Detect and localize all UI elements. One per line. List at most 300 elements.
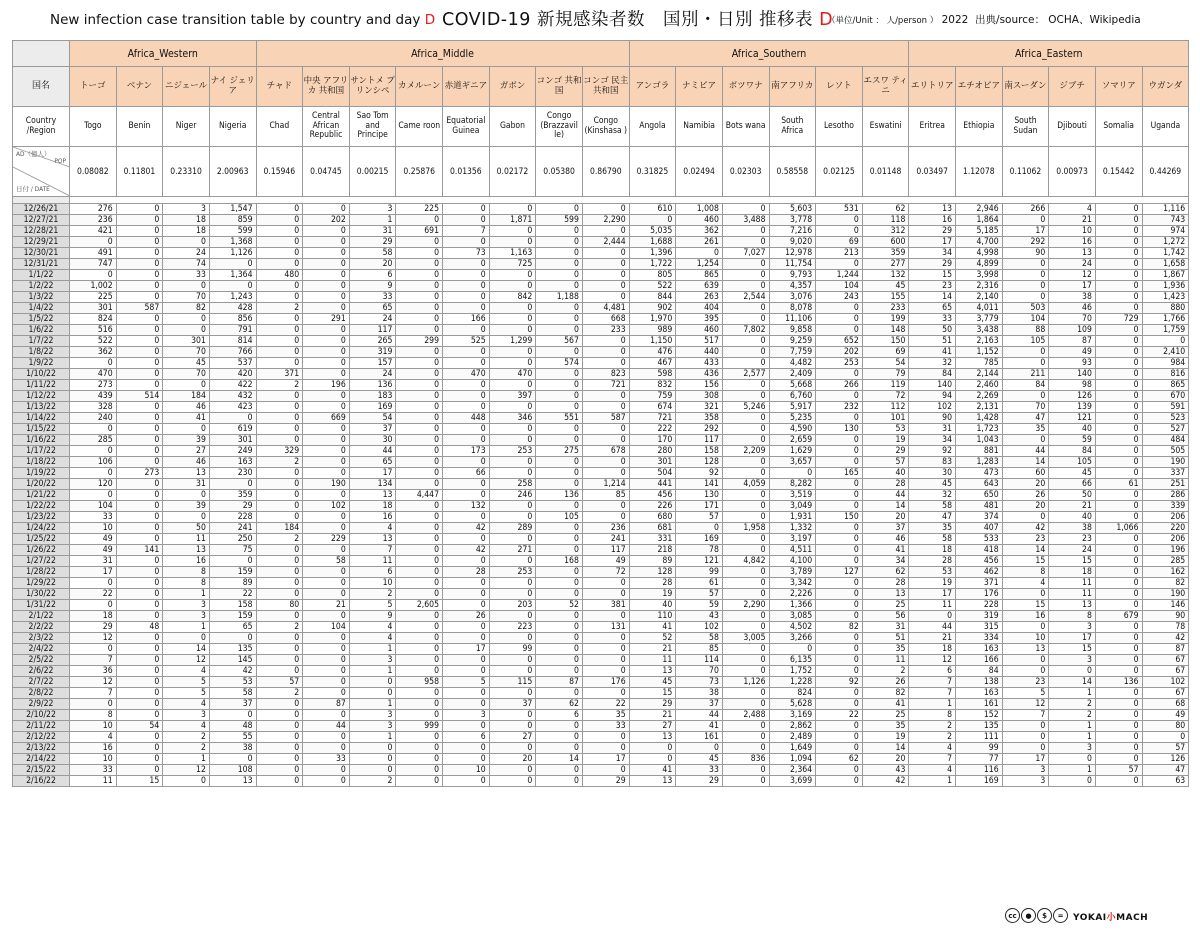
case-count-cell: 0 — [443, 270, 490, 281]
case-count-cell: 0 — [1095, 622, 1142, 633]
case-count-cell: 984 — [1142, 358, 1189, 369]
case-count-cell: 331 — [629, 534, 676, 545]
case-count-cell: 0 — [816, 765, 863, 776]
case-count-cell: 19 — [862, 732, 909, 743]
case-count-cell: 10 — [70, 523, 117, 534]
case-count-cell: 0 — [116, 215, 163, 226]
case-count-cell: 0 — [256, 567, 303, 578]
case-count-cell: 136 — [1095, 677, 1142, 688]
case-count-cell: 17 — [909, 589, 956, 600]
case-count-cell: 0 — [396, 402, 443, 413]
case-count-cell: 0 — [443, 512, 490, 523]
table-row — [13, 402, 1189, 413]
case-count-cell: 358 — [676, 413, 723, 424]
case-count-cell: 128 — [629, 567, 676, 578]
case-count-cell: 0 — [536, 380, 583, 391]
country-name-jp: ボツワナ — [722, 67, 769, 107]
case-count-cell: 0 — [116, 490, 163, 501]
case-count-cell: 0 — [443, 424, 490, 435]
case-count-cell: 26 — [443, 611, 490, 622]
case-count-cell: 0 — [536, 688, 583, 699]
separator-cell — [13, 197, 70, 204]
case-count-cell: 292 — [676, 424, 723, 435]
case-count-cell: 0 — [1095, 237, 1142, 248]
case-count-cell: 286 — [1142, 490, 1189, 501]
date-cell: 1/28/22 — [13, 567, 70, 578]
case-count-cell: 44 — [303, 721, 350, 732]
case-count-cell: 6 — [349, 567, 396, 578]
case-count-cell: 251 — [1142, 479, 1189, 490]
table-row — [13, 215, 1189, 226]
case-count-cell: 1,752 — [769, 666, 816, 677]
case-count-cell: 0 — [1095, 292, 1142, 303]
case-count-cell: 28 — [862, 578, 909, 589]
case-count-cell: 24 — [349, 314, 396, 325]
case-count-cell: 2,290 — [722, 600, 769, 611]
country-name-jp: エリトリア — [909, 67, 956, 107]
population-row — [13, 147, 1189, 197]
case-count-cell: 53 — [862, 424, 909, 435]
case-count-cell: 0 — [536, 743, 583, 754]
case-count-cell: 9 — [349, 611, 396, 622]
case-count-cell: 3,519 — [769, 490, 816, 501]
case-count-cell: 0 — [443, 237, 490, 248]
case-count-cell: 92 — [909, 446, 956, 457]
case-count-cell: 522 — [70, 336, 117, 347]
case-count-cell: 902 — [629, 303, 676, 314]
case-count-cell: 8 — [1049, 611, 1096, 622]
case-count-cell: 0 — [209, 413, 256, 424]
case-count-cell: 11 — [163, 534, 210, 545]
case-count-cell: 1,428 — [956, 413, 1003, 424]
case-count-cell: 37 — [349, 424, 396, 435]
case-count-cell: 50 — [163, 523, 210, 534]
case-count-cell: 3,778 — [769, 215, 816, 226]
case-count-cell: 29 — [909, 226, 956, 237]
case-count-cell: 261 — [676, 237, 723, 248]
case-count-cell: 0 — [722, 688, 769, 699]
case-count-cell: 39 — [163, 501, 210, 512]
case-count-cell: 0 — [722, 743, 769, 754]
case-count-cell: 759 — [629, 391, 676, 402]
country-name-en: Somalia — [1095, 107, 1142, 147]
case-count-cell: 0 — [116, 600, 163, 611]
case-count-cell: 371 — [256, 369, 303, 380]
case-count-cell: 2,659 — [769, 435, 816, 446]
population-value: 0.00973 — [1049, 147, 1096, 197]
case-count-cell: 130 — [816, 424, 863, 435]
case-count-cell: 0 — [489, 358, 536, 369]
case-count-cell: 0 — [209, 259, 256, 270]
case-count-cell: 2,577 — [722, 369, 769, 380]
case-count-cell: 8 — [163, 578, 210, 589]
case-count-cell: 0 — [116, 424, 163, 435]
case-count-cell: 128 — [676, 457, 723, 468]
case-count-cell: 0 — [303, 655, 350, 666]
case-count-cell: 24 — [1049, 545, 1096, 556]
case-count-cell: 58 — [349, 248, 396, 259]
country-name-en: Togo — [70, 107, 117, 147]
case-count-cell: 4,590 — [769, 424, 816, 435]
case-count-cell: 19 — [862, 435, 909, 446]
date-cell: 1/2/22 — [13, 281, 70, 292]
case-count-cell: 145 — [209, 655, 256, 666]
case-count-cell: 14 — [163, 644, 210, 655]
case-count-cell: 16 — [909, 215, 956, 226]
case-count-cell: 0 — [116, 644, 163, 655]
case-count-cell: 0 — [489, 380, 536, 391]
case-count-cell: 0 — [396, 633, 443, 644]
case-count-cell: 0 — [722, 501, 769, 512]
country-name-en: Nigeria — [209, 107, 256, 147]
source-label: 出典/source： OCHA、Wikipedia — [975, 14, 1141, 26]
nd-icon: = — [1053, 908, 1068, 923]
case-count-cell: 1,332 — [769, 523, 816, 534]
case-count-cell: 816 — [1142, 369, 1189, 380]
case-count-cell: 8,078 — [769, 303, 816, 314]
case-count-cell: 87 — [1142, 644, 1189, 655]
case-count-cell: 0 — [536, 424, 583, 435]
case-count-cell: 329 — [256, 446, 303, 457]
case-count-cell: 15 — [909, 270, 956, 281]
case-count-cell: 0 — [816, 644, 863, 655]
case-count-cell: 0 — [816, 578, 863, 589]
separator-row — [13, 197, 1189, 204]
case-count-cell: 3 — [163, 710, 210, 721]
case-count-cell: 0 — [1095, 259, 1142, 270]
case-count-cell: 1,254 — [676, 259, 723, 270]
case-count-cell: 2,544 — [722, 292, 769, 303]
table-row — [13, 666, 1189, 677]
case-count-cell: 407 — [956, 523, 1003, 534]
case-count-cell: 12 — [1002, 699, 1049, 710]
case-count-cell: 865 — [676, 270, 723, 281]
date-cell: 1/16/22 — [13, 435, 70, 446]
case-count-cell: 85 — [582, 490, 629, 501]
case-count-cell: 0 — [676, 743, 723, 754]
table-row — [13, 391, 1189, 402]
case-count-cell: 428 — [209, 303, 256, 314]
case-count-cell: 116 — [956, 765, 1003, 776]
case-count-cell: 0 — [256, 314, 303, 325]
case-count-cell: 0 — [396, 666, 443, 677]
case-count-cell: 53 — [909, 567, 956, 578]
case-count-cell: 163 — [209, 457, 256, 468]
table-row — [13, 490, 1189, 501]
case-count-cell: 146 — [1142, 600, 1189, 611]
case-count-cell: 729 — [1095, 314, 1142, 325]
case-count-cell: 0 — [722, 347, 769, 358]
case-count-cell: 24 — [163, 248, 210, 259]
case-count-cell: 0 — [116, 710, 163, 721]
case-count-cell: 0 — [256, 226, 303, 237]
case-count-cell: 0 — [582, 435, 629, 446]
case-count-cell: 4 — [70, 732, 117, 743]
case-count-cell: 7 — [909, 677, 956, 688]
case-count-cell: 301 — [163, 336, 210, 347]
case-count-cell: 0 — [582, 633, 629, 644]
case-count-cell: 11 — [70, 776, 117, 787]
case-count-cell: 13 — [163, 545, 210, 556]
case-count-cell: 0 — [256, 776, 303, 787]
case-count-cell: 0 — [722, 468, 769, 479]
case-count-cell: 118 — [862, 215, 909, 226]
date-cell: 1/4/22 — [13, 303, 70, 314]
case-count-cell: 26 — [1002, 490, 1049, 501]
date-cell: 2/2/22 — [13, 622, 70, 633]
case-count-cell: 6 — [349, 270, 396, 281]
case-count-cell: 0 — [582, 358, 629, 369]
case-count-cell: 0 — [443, 358, 490, 369]
case-count-cell: 99 — [676, 567, 723, 578]
country-name-en: Namibia — [676, 107, 723, 147]
case-count-cell: 9,259 — [769, 336, 816, 347]
case-count-cell: 5 — [443, 677, 490, 688]
case-count-cell: 0 — [1095, 699, 1142, 710]
case-count-cell: 0 — [116, 765, 163, 776]
case-count-cell: 2 — [256, 380, 303, 391]
case-count-cell: 2,131 — [956, 402, 1003, 413]
case-count-cell: 0 — [1095, 347, 1142, 358]
case-count-cell: 0 — [396, 710, 443, 721]
case-count-cell: 65 — [349, 457, 396, 468]
case-count-cell: 0 — [1095, 743, 1142, 754]
country-name-en: Uganda — [1142, 107, 1189, 147]
case-count-cell: 668 — [582, 314, 629, 325]
case-count-cell: 206 — [1142, 534, 1189, 545]
case-count-cell: 82 — [1142, 578, 1189, 589]
table-row — [13, 358, 1189, 369]
case-count-cell: 0 — [582, 512, 629, 523]
case-count-cell: 587 — [582, 413, 629, 424]
case-count-cell: 170 — [629, 435, 676, 446]
case-count-cell: 0 — [256, 292, 303, 303]
case-count-cell: 0 — [816, 600, 863, 611]
case-count-cell: 12 — [70, 677, 117, 688]
case-count-cell: 250 — [209, 534, 256, 545]
country-name-jp: サントメ プリンシペ — [349, 67, 396, 107]
case-count-cell: 161 — [676, 732, 723, 743]
case-count-cell: 9 — [349, 281, 396, 292]
case-count-cell: 199 — [862, 314, 909, 325]
case-count-cell: 0 — [70, 578, 117, 589]
case-count-cell: 856 — [209, 314, 256, 325]
case-count-cell: 0 — [536, 622, 583, 633]
case-count-cell: 470 — [70, 369, 117, 380]
case-count-cell: 1 — [349, 215, 396, 226]
case-count-cell: 460 — [676, 215, 723, 226]
case-count-cell: 0 — [116, 611, 163, 622]
case-count-cell: 2 — [909, 732, 956, 743]
case-count-cell: 836 — [722, 754, 769, 765]
date-cell: 12/26/21 — [13, 204, 70, 215]
case-count-cell: 766 — [209, 347, 256, 358]
case-count-cell: 10 — [349, 578, 396, 589]
case-count-cell: 0 — [396, 589, 443, 600]
case-count-cell: 44 — [349, 446, 396, 457]
case-count-cell: 0 — [396, 567, 443, 578]
case-count-cell: 0 — [489, 270, 536, 281]
case-count-cell: 6,135 — [769, 655, 816, 666]
case-count-cell: 17 — [1002, 754, 1049, 765]
case-count-cell: 0 — [443, 743, 490, 754]
table-row — [13, 314, 1189, 325]
case-count-cell: 70 — [676, 666, 723, 677]
case-count-cell: 337 — [1142, 468, 1189, 479]
country-name-jp: ジブチ — [1049, 67, 1096, 107]
population-value: 0.02125 — [816, 147, 863, 197]
table-row — [13, 589, 1189, 600]
case-count-cell: 674 — [629, 402, 676, 413]
case-count-cell: 0 — [722, 644, 769, 655]
case-count-cell: 68 — [1142, 699, 1189, 710]
case-count-cell: 225 — [396, 204, 443, 215]
case-count-cell: 31 — [70, 556, 117, 567]
case-count-cell: 17 — [1002, 226, 1049, 237]
case-count-cell: 3 — [163, 600, 210, 611]
case-count-cell: 166 — [443, 314, 490, 325]
case-count-cell: 0 — [256, 259, 303, 270]
case-count-cell: 958 — [396, 677, 443, 688]
case-count-cell: 0 — [256, 666, 303, 677]
case-count-cell: 480 — [256, 270, 303, 281]
table-row — [13, 380, 1189, 391]
case-count-cell: 1 — [163, 622, 210, 633]
case-count-cell: 0 — [256, 424, 303, 435]
case-count-cell: 65 — [349, 303, 396, 314]
case-count-cell: 10 — [443, 765, 490, 776]
case-count-cell: 359 — [209, 490, 256, 501]
case-count-cell: 0 — [116, 369, 163, 380]
case-count-cell: 190 — [1142, 457, 1189, 468]
case-count-cell: 106 — [70, 457, 117, 468]
case-count-cell: 41 — [163, 413, 210, 424]
case-count-cell: 19 — [629, 589, 676, 600]
case-count-cell: 0 — [396, 270, 443, 281]
case-count-cell: 0 — [536, 347, 583, 358]
case-count-cell: 3,342 — [769, 578, 816, 589]
case-count-cell: 8 — [163, 567, 210, 578]
case-count-cell: 0 — [536, 402, 583, 413]
country-name-en: Chad — [256, 107, 303, 147]
case-count-cell: 0 — [1095, 358, 1142, 369]
case-count-cell: 610 — [629, 204, 676, 215]
case-count-cell: 0 — [116, 325, 163, 336]
case-count-cell: 0 — [582, 402, 629, 413]
case-count-cell: 473 — [956, 468, 1003, 479]
case-count-cell: 0 — [396, 556, 443, 567]
table-row — [13, 457, 1189, 468]
case-count-cell: 0 — [722, 391, 769, 402]
case-count-cell: 0 — [163, 237, 210, 248]
case-count-cell: 0 — [256, 732, 303, 743]
case-count-cell: 4,059 — [722, 479, 769, 490]
country-name-en: South Sudan — [1002, 107, 1049, 147]
case-count-cell: 422 — [209, 380, 256, 391]
case-count-cell: 62 — [536, 699, 583, 710]
case-count-cell: 652 — [816, 336, 863, 347]
case-count-cell: 1,150 — [629, 336, 676, 347]
case-count-cell: 0 — [1002, 512, 1049, 523]
case-count-cell: 20 — [1002, 479, 1049, 490]
case-count-cell: 0 — [256, 479, 303, 490]
case-count-cell: 17 — [582, 754, 629, 765]
table-row — [13, 644, 1189, 655]
case-count-cell: 158 — [676, 446, 723, 457]
case-count-cell: 0 — [163, 314, 210, 325]
case-count-cell: 14 — [1002, 457, 1049, 468]
case-count-cell: 10 — [1049, 226, 1096, 237]
case-count-cell: 229 — [303, 534, 350, 545]
case-count-cell: 0 — [443, 402, 490, 413]
case-count-cell: 0 — [163, 776, 210, 787]
case-count-cell: 4 — [1002, 578, 1049, 589]
case-count-cell: 0 — [303, 358, 350, 369]
case-count-cell: 66 — [443, 468, 490, 479]
case-count-cell: 0 — [536, 611, 583, 622]
case-count-cell: 0 — [1095, 369, 1142, 380]
case-count-cell: 0 — [1095, 644, 1142, 655]
case-count-cell: 184 — [163, 391, 210, 402]
case-count-cell: 0 — [582, 226, 629, 237]
case-count-cell: 0 — [489, 281, 536, 292]
case-count-cell: 0 — [443, 292, 490, 303]
case-count-cell: 0 — [209, 710, 256, 721]
case-count-cell: 381 — [582, 600, 629, 611]
case-count-cell: 3,789 — [769, 567, 816, 578]
country-name-en: Eritrea — [909, 107, 956, 147]
case-count-cell: 2,290 — [582, 215, 629, 226]
case-count-cell: 16 — [1002, 611, 1049, 622]
case-count-cell: 2 — [256, 622, 303, 633]
case-count-cell: 2 — [163, 732, 210, 743]
case-count-cell: 67 — [1142, 655, 1189, 666]
case-count-cell: 117 — [349, 325, 396, 336]
case-count-cell: 0 — [256, 391, 303, 402]
case-count-cell: 0 — [443, 699, 490, 710]
case-count-cell: 514 — [116, 391, 163, 402]
case-count-cell: 22 — [816, 710, 863, 721]
date-cell: 12/30/21 — [13, 248, 70, 259]
case-count-cell: 0 — [722, 303, 769, 314]
case-count-cell: 491 — [70, 248, 117, 259]
case-count-cell: 92 — [816, 677, 863, 688]
case-count-cell: 1 — [163, 589, 210, 600]
case-count-cell: 4,700 — [956, 237, 1003, 248]
case-count-cell: 32 — [909, 358, 956, 369]
case-count-cell: 0 — [303, 226, 350, 237]
case-count-cell: 0 — [116, 688, 163, 699]
case-count-cell: 3 — [1002, 776, 1049, 787]
case-count-cell: 721 — [582, 380, 629, 391]
case-count-cell: 0 — [396, 776, 443, 787]
case-count-cell: 5,035 — [629, 226, 676, 237]
date-cell: 1/17/22 — [13, 446, 70, 457]
country-name-jp: カメルーン — [396, 67, 443, 107]
case-count-cell: 0 — [582, 578, 629, 589]
case-count-cell: 0 — [1095, 391, 1142, 402]
case-count-cell: 135 — [956, 721, 1003, 732]
case-count-cell: 0 — [1095, 556, 1142, 567]
case-count-cell: 0 — [396, 314, 443, 325]
case-count-cell: 141 — [676, 479, 723, 490]
case-count-cell: 54 — [349, 413, 396, 424]
case-count-cell: 90 — [909, 413, 956, 424]
case-count-cell: 4 — [909, 765, 956, 776]
case-count-cell: 456 — [956, 556, 1003, 567]
case-count-cell: 3,169 — [769, 710, 816, 721]
case-count-cell: 0 — [396, 237, 443, 248]
